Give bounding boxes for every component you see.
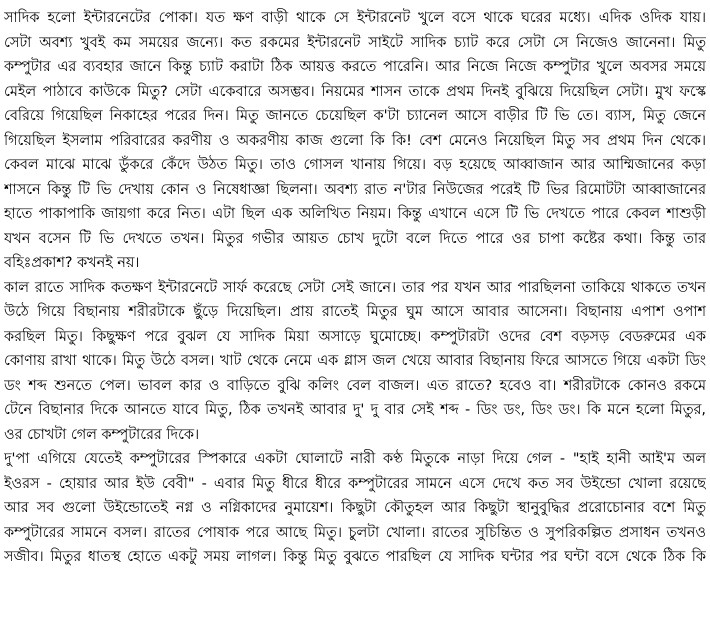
text-line: আর সব গুলো উইন্ডোতেই নগ্ন ও নগ্নিকাদের নুমায়েশ। কিছুটা কৌতুহল আর কিছুটা স্থানুবুদ্ধির প্ররোচোনার বশে মিতু [4, 500, 706, 516]
text-line: টেনে বিছানার দিকে আনতে যাবে মিতু, ঠিক তখনই আবার দু' দু বার সেই শব্দ - ডিং ডং, ডিং ডং। কি মনে হলো মিতুর, [4, 402, 706, 418]
text-line: করছিল মিতু। কিছুক্ষণ পরে বুঝল যে সাদিক মিয়া অসাড়ে ঘুমোচ্ছে। কম্পুটারটা ওদের বেশ বড়সড় বেডরুমের এক [4, 328, 706, 345]
text-line: ডং শব্দ শুনতে পেল। ভাবল কার ও বাড়িতে বুঝি কলিং বেল বাজল। এত রাতে? হবেও বা। শরীরটাকে কোনও রকমে [4, 377, 706, 394]
text-line: দু'পা এগিয়ে যেতেই কম্পুটারের স্পিকারে একটা ঘোলাটে নারী কণ্ঠ মিতুকে নাড়া দিয়ে গেল - "হাই হানী আই'ম অল [4, 451, 706, 467]
text-line: কোণায় রাখা থাকে। মিতু উঠে বসল। খাট থেকে নেমে এক গ্লাস জল খেয়ে আবার বিছানায় ফিরে আসতে গিয়ে একটা ডিং [4, 353, 706, 369]
text-line: সেটা অবশ্য খুবই কম সময়ের জন্যে। কত রকমের ইন্টারনেট সাইটে সাদিক চ্যাট করে সেটা সে নিজেও জানেনা। মিতু [4, 34, 706, 51]
text-line: সাদিক হলো ইন্টারনেটের পোকা। যত ক্ষণ বাড়ী থাকে সে ইন্টারনেট খুলে বসে থাকে ঘরের মধ্যে। এদিক ওদিক যায়। [4, 10, 706, 26]
text-line: সজীব। মিতুর ধাতস্থ হোতে একটু সময় লাগল। কিন্তু মিতু বুঝতে পারছিল যে সাদিক ঘন্টার পর ঘন্টা বসে থেকে ঠিক কি [4, 549, 706, 565]
text-line: বেরিয়ে গিয়েছিল নিকাহের পরের দিন। মিতু জানতে চেয়েছিল ক'টা চ্যানেল আসে বাড়ীর টি ভি তে। ব্যাস, মিতু জেনে [4, 108, 706, 124]
text-line: ইওরস - হোয়ার আর ইউ বেবী" - এবার মিতু ধীরে ধীরে কম্পুটারের সামনে এসে দেখে কত সব উইন্ডো খোলা রয়েছে [4, 475, 706, 492]
text-line: হাতে পাকাপাকি জায়গা করে নিত। এটা ছিল এক অলিখিত নিয়ম। কিন্তু এখানে এসে টি ভি দেখতে পারে কেবল শাশুড়ী [4, 206, 706, 222]
text-line: কম্পুটার এর ব্যবহার জানে কিন্তু চ্যাট করাটা ঠিক আয়ত্ত করতে পারেনি। আর নিজে নিজে কম্পুটার খুলে অবসর সময়ে [4, 59, 706, 75]
text-line: কম্পুটারের সামনে বসল। রাতের পোষাক পরে আছে মিতু। চুলটা খোলা। রাতের সুচিন্তিত ও সুপরিকল্পিত প্রসাধন তখনও [4, 524, 706, 541]
text-line: মেইল পাঠাবে কাউকে মিতু? সেটা একেবারে অসম্ভব। নিয়মের শাসন তাকে প্রথম দিনই বুঝিয়ে দিয়েছিল সেটা। মুখ ফস্কে [4, 83, 706, 100]
paragraph-3 [4, 447, 706, 570]
text-line: বহিঃপ্রকাশ? কখনই নয়। [4, 255, 140, 271]
text-line: উঠে গিয়ে বিছানায় শরীরটাকে ছুঁড়ে দিয়েছিল। প্রায় রাতেই মিতুর ঘুম আসে আবার আসেনা। বিছানায় এপাশ ওপাশ [4, 304, 706, 320]
paragraph-2 [4, 276, 706, 448]
text-line: কাল রাতে সাদিক কতক্ষণ ইন্টারনেটে সার্ফ করেছে সেটা সেই জানে। তার পর যখন আর পারছিলনা তাকিয়ে থাকতে তখন [4, 279, 706, 296]
text-line: গিয়েছিল ইসলাম পরিবারের করণীয় ও অকরণীয় কাজ গুলো কি কি! বেশ মেনেও নিয়েছিল মিতু সব প্রথম দিন থেকে। [4, 132, 706, 149]
text-line: শাসনে কিন্তু টি ভি দেখায় কোন ও নিষেধাজ্ঞা ছিলনা। অবশ্য রাত ন'টার নিউজের পরেই টি ভির রিমোটটা আব্বাজানের [4, 181, 706, 198]
text-line: ওর চোখটা গেল কম্পুটারের দিকে। [4, 426, 200, 443]
text-line: যখন বসেন টি ভি দেখতে তখন। মিতুর গভীর আয়ত চোখ দুটো বলে দিতে পারে ওর চাপা কষ্টের কথা। কিন্তু তার [4, 230, 706, 247]
text-line: কেবল মাঝে মাঝে ডুঁকরে কেঁদে উঠত মিতু। তাও গোসল খানায় গিয়ে। বড় হয়েছে আব্বাজান আর আম্মিজানের কড়া [4, 157, 706, 173]
paragraph-1 [4, 6, 706, 276]
